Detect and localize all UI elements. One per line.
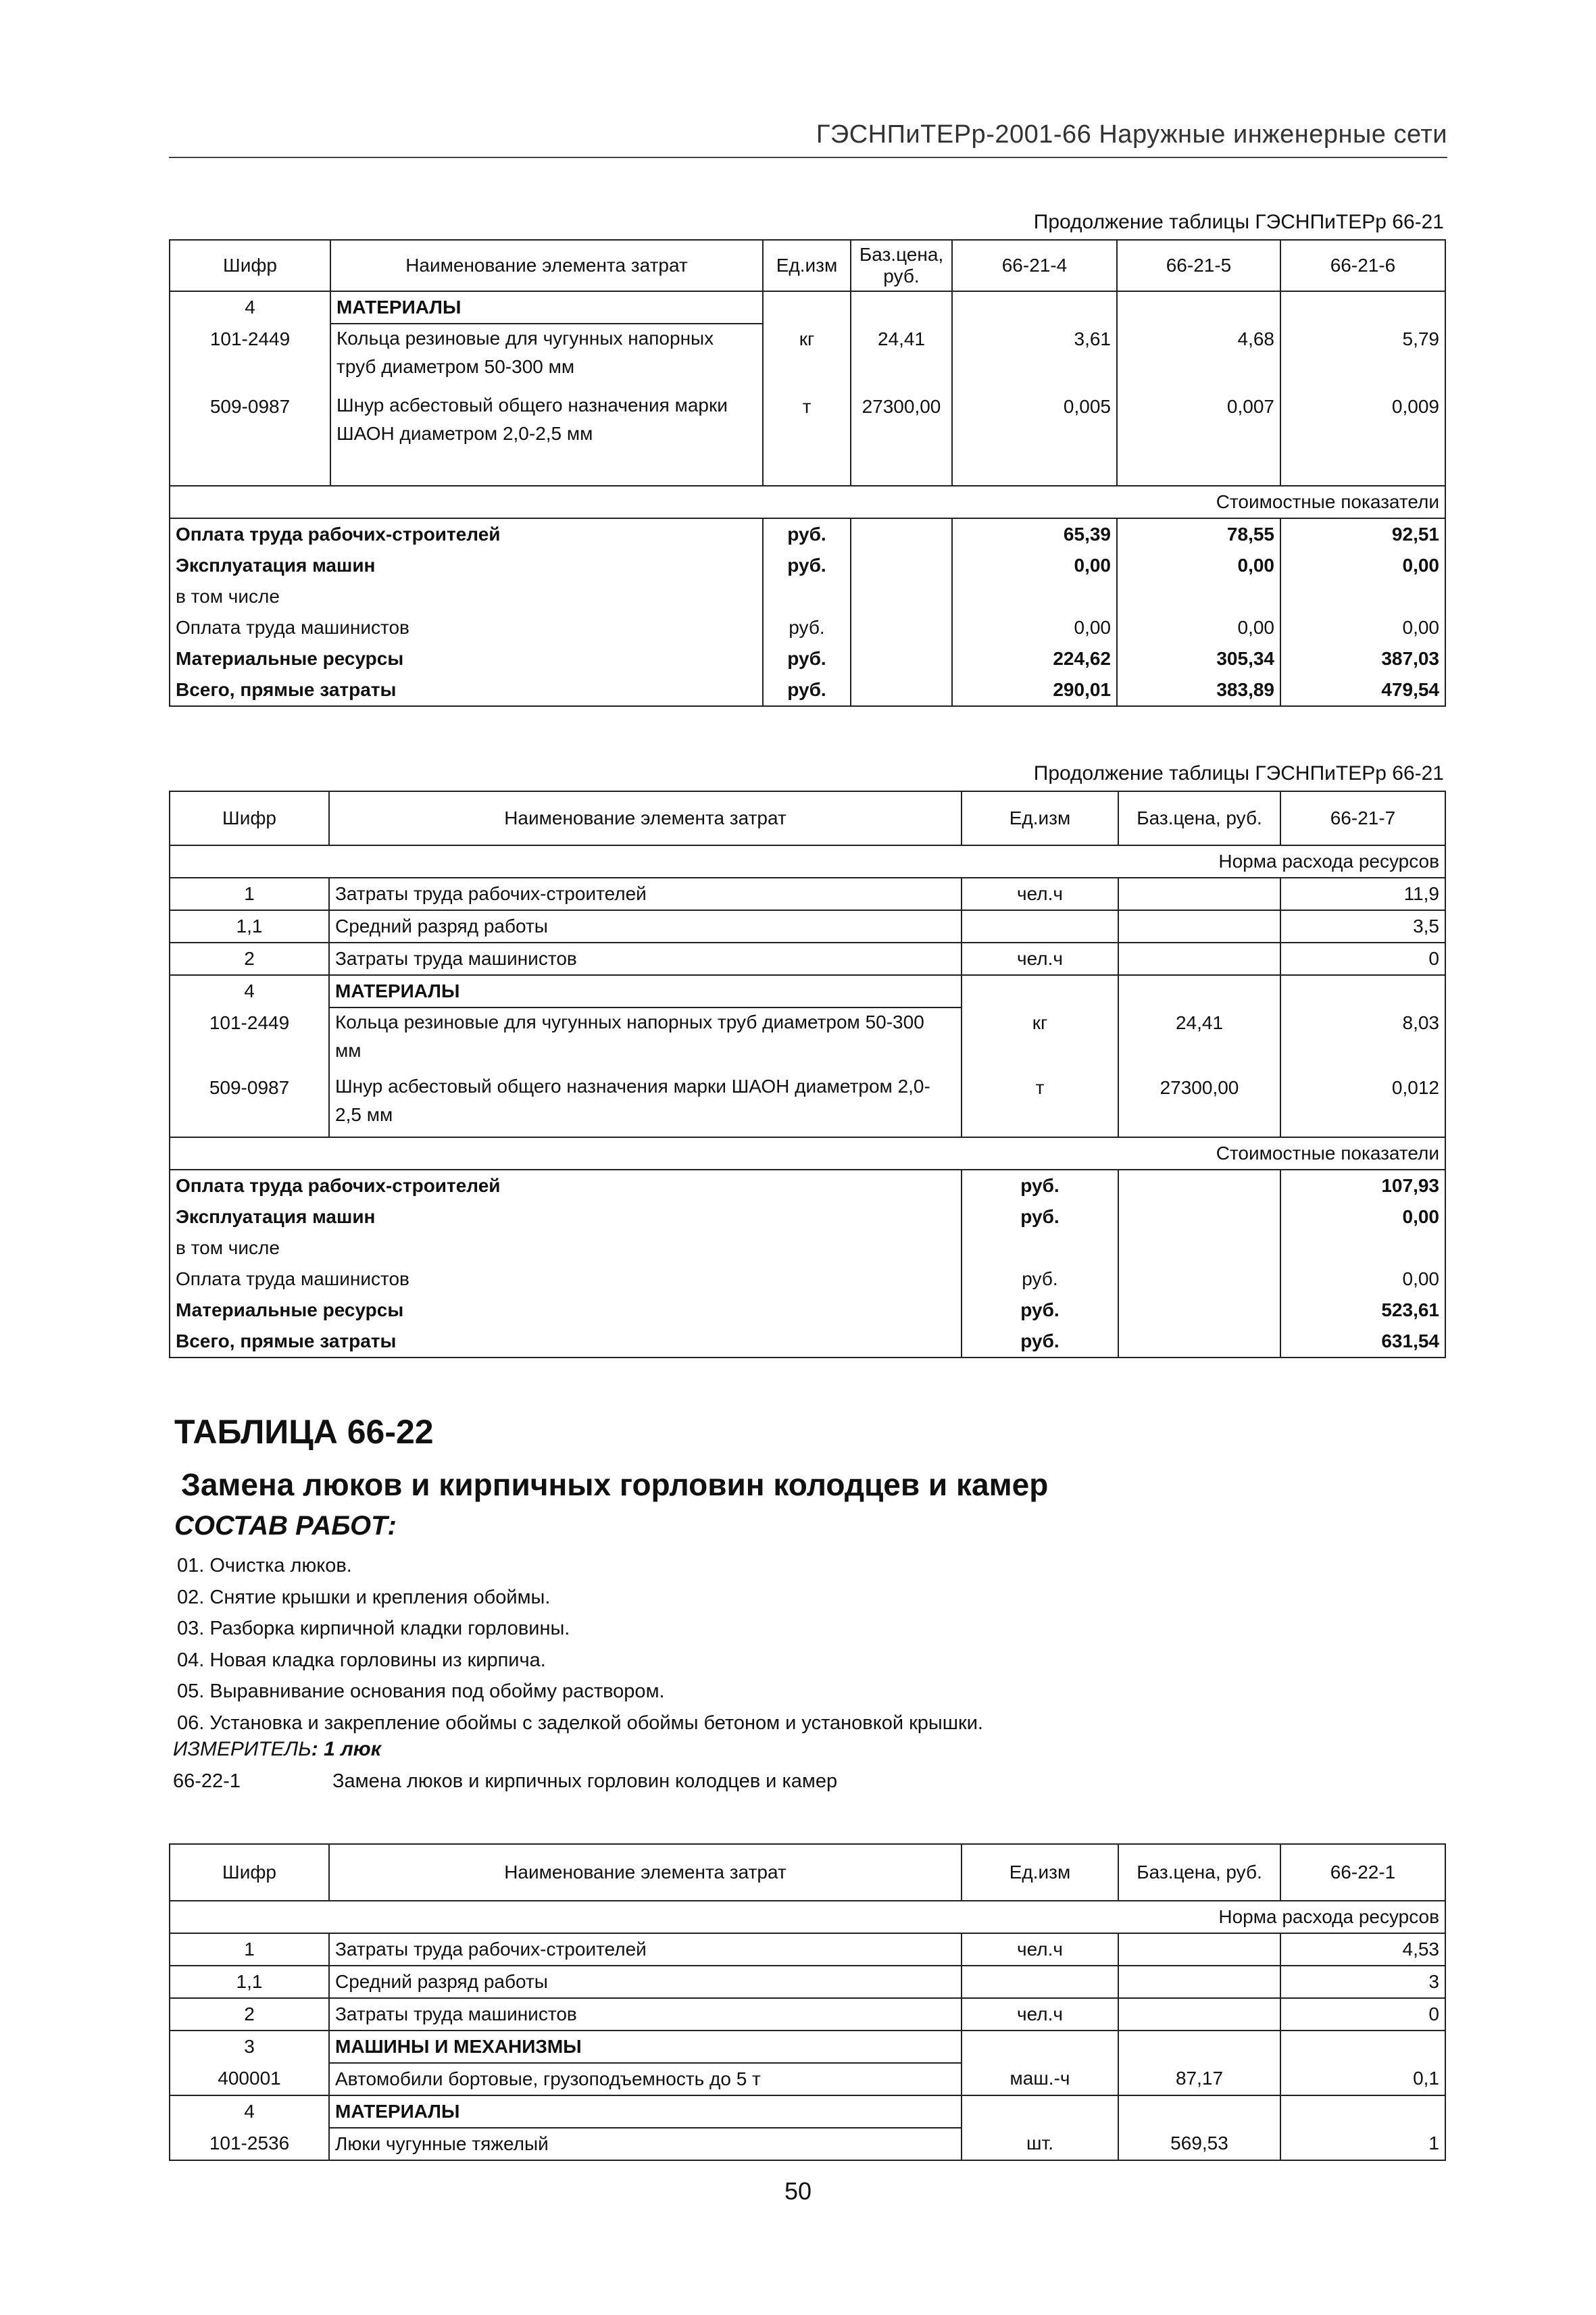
row-unit bbox=[962, 2031, 1118, 2063]
row-code: 400001 bbox=[170, 2063, 329, 2095]
col-66-21-7: 66-21-7 bbox=[1280, 791, 1445, 845]
row-name: Люки чугунные тяжелый bbox=[329, 2128, 962, 2160]
row-code: 1 bbox=[170, 1933, 329, 1966]
row-name: Шнур асбестовый общего назначения марки ШАОН диаметром 2,0-2,5 мм bbox=[330, 391, 763, 486]
table-row bbox=[170, 391, 1445, 486]
row-code: 2 bbox=[170, 943, 329, 975]
page-number: 50 bbox=[784, 2177, 812, 2205]
col-66-21-4: 66-21-4 bbox=[952, 240, 1117, 291]
table-row bbox=[170, 2031, 1445, 2063]
measure-unit bbox=[173, 1738, 381, 1761]
cost-name: Оплата труда рабочих-строителей bbox=[170, 518, 763, 550]
row-value: 0,1 bbox=[1280, 2063, 1445, 2095]
row-price bbox=[1118, 1998, 1280, 2031]
table-row bbox=[170, 2063, 1445, 2095]
table1-header-row bbox=[170, 240, 1445, 291]
cost-unit: руб. bbox=[763, 674, 851, 706]
row-code: 101-2449 bbox=[170, 324, 330, 391]
row-price bbox=[1118, 1966, 1280, 1998]
row-price: 87,17 bbox=[1118, 2063, 1280, 2095]
cost-value: 0,00 bbox=[1280, 1201, 1445, 1233]
table-row bbox=[170, 324, 1445, 391]
row-value: 3 bbox=[1280, 1966, 1445, 1998]
work-list bbox=[177, 1550, 983, 1739]
cost-unit: руб. bbox=[763, 550, 851, 581]
row-name: Кольца резиновые для чугунных напорных труб диаметром 50-300 мм bbox=[330, 324, 763, 391]
row-value: 1 bbox=[1280, 2128, 1445, 2160]
cost-label-row bbox=[170, 486, 1445, 518]
table-row bbox=[170, 2128, 1445, 2160]
row-name: Затраты труда машинистов bbox=[329, 1998, 962, 2031]
cost-name: Всего, прямые затраты bbox=[170, 1326, 962, 1358]
col-66-21-5: 66-21-5 bbox=[1117, 240, 1280, 291]
row-price: 24,41 bbox=[851, 324, 952, 391]
col-unit: Ед.изм bbox=[763, 240, 851, 291]
cost-row bbox=[170, 1295, 1445, 1326]
row-name: Затраты труда машинистов bbox=[329, 943, 962, 975]
cost-value: 65,39 bbox=[952, 518, 1117, 550]
row-value: 4,68 bbox=[1117, 324, 1280, 391]
cost-name: Всего, прямые затраты bbox=[170, 674, 763, 706]
row-value bbox=[1280, 975, 1445, 1007]
cost-row bbox=[170, 1201, 1445, 1233]
row-unit: чел.ч bbox=[962, 878, 1118, 910]
table-row bbox=[170, 975, 1445, 1007]
cost-value: 0,00 bbox=[1280, 612, 1445, 643]
row-value: 0 bbox=[1280, 943, 1445, 975]
cost-row bbox=[170, 1170, 1445, 1201]
cost-value: 383,89 bbox=[1117, 674, 1280, 706]
row-name: Кольца резиновые для чугунных напорных труб диаметром 50-300 мм bbox=[329, 1007, 962, 1072]
row-unit bbox=[962, 2095, 1118, 2128]
col-name: Наименование элемента затрат bbox=[329, 1844, 962, 1901]
cost-unit: руб. bbox=[763, 612, 851, 643]
running-header: ГЭСНПиТЕРр-2001-66 Наружные инженерные сети bbox=[169, 120, 1447, 158]
row-price bbox=[1118, 975, 1280, 1007]
cost-row bbox=[170, 1233, 1445, 1264]
work-item: 02. Снятие крышки и крепления обоймы. bbox=[177, 1586, 551, 1608]
row-value: 0,009 bbox=[1280, 391, 1445, 486]
row-unit: чел.ч bbox=[962, 1998, 1118, 2031]
cost-name: Эксплуатация машин bbox=[170, 1201, 962, 1233]
cost-label-row bbox=[170, 1137, 1445, 1170]
cost-row bbox=[170, 1264, 1445, 1295]
col-66-21-6: 66-21-6 bbox=[1280, 240, 1445, 291]
cost-value: 290,01 bbox=[952, 674, 1117, 706]
table-row bbox=[170, 1966, 1445, 1998]
row-price bbox=[1118, 2031, 1280, 2063]
norm-label-row bbox=[170, 845, 1445, 878]
cost-value: 0,00 bbox=[1117, 550, 1280, 581]
section-title: ТАБЛИЦА 66-22 bbox=[174, 1413, 434, 1451]
row-name: Шнур асбестовый общего назначения марки ШАОН диаметром 2,0-2,5 мм bbox=[329, 1072, 962, 1137]
row-value: 0 bbox=[1280, 1998, 1445, 2031]
cost-value: 0,00 bbox=[952, 612, 1117, 643]
cost-row bbox=[170, 581, 1445, 612]
col-code: Шифр bbox=[170, 1844, 329, 1901]
work-item: 06. Установка и закрепление обоймы с заделкой обоймы бетоном и установкой крышки. bbox=[177, 1712, 983, 1734]
row-value: 8,03 bbox=[1280, 1007, 1445, 1072]
row-unit: чел.ч bbox=[962, 943, 1118, 975]
cost-value: 78,55 bbox=[1117, 518, 1280, 550]
row-name: МАТЕРИАЛЫ bbox=[329, 975, 962, 1007]
table-row bbox=[170, 943, 1445, 975]
item-line bbox=[173, 1770, 837, 1793]
norm-label: Норма расхода ресурсов bbox=[170, 845, 1445, 878]
cost-unit: руб. bbox=[962, 1264, 1118, 1295]
cost-unit: руб. bbox=[962, 1201, 1118, 1233]
cost-value: 0,00 bbox=[1280, 550, 1445, 581]
row-value: 3,5 bbox=[1280, 910, 1445, 943]
cost-row bbox=[170, 612, 1445, 643]
row-code: 4 bbox=[170, 975, 329, 1007]
table-row bbox=[170, 878, 1445, 910]
cost-value: 387,03 bbox=[1280, 643, 1445, 674]
cost-name: Оплата труда рабочих-строителей bbox=[170, 1170, 962, 1201]
row-unit: маш.-ч bbox=[962, 2063, 1118, 2095]
row-unit: кг bbox=[763, 324, 851, 391]
row-price: 27300,00 bbox=[851, 391, 952, 486]
cost-value: 92,51 bbox=[1280, 518, 1445, 550]
work-composition-title: СОСТАВ РАБОТ: bbox=[174, 1511, 397, 1541]
cost-row bbox=[170, 1326, 1445, 1358]
cost-value: 107,93 bbox=[1280, 1170, 1445, 1201]
row-code: 1,1 bbox=[170, 910, 329, 943]
row-value: 5,79 bbox=[1280, 324, 1445, 391]
work-item: 04. Новая кладка горловины из кирпича. bbox=[177, 1649, 546, 1671]
row-code: 4 bbox=[170, 291, 330, 324]
row-name: МАТЕРИАЛЫ bbox=[329, 2095, 962, 2128]
row-code: 2 bbox=[170, 1998, 329, 2031]
col-price: Баз.цена, руб. bbox=[1118, 1844, 1280, 1901]
row-value: 3,61 bbox=[952, 324, 1117, 391]
col-name: Наименование элемента затрат bbox=[329, 791, 962, 845]
table-row bbox=[170, 1998, 1445, 2031]
cost-name: Эксплуатация машин bbox=[170, 550, 763, 581]
cost-value: 305,34 bbox=[1117, 643, 1280, 674]
row-name: Затраты труда рабочих-строителей bbox=[329, 878, 962, 910]
row-name: Средний разряд работы bbox=[329, 1966, 962, 1998]
table3 bbox=[169, 1843, 1446, 2161]
cost-name: Оплата труда машинистов bbox=[170, 1264, 962, 1295]
cost-value: 0,00 bbox=[952, 550, 1117, 581]
col-name: Наименование элемента затрат bbox=[330, 240, 763, 291]
cost-name: Материальные ресурсы bbox=[170, 643, 763, 674]
cost-unit: руб. bbox=[763, 643, 851, 674]
table-row bbox=[170, 2095, 1445, 2128]
row-name: МАТЕРИАЛЫ bbox=[330, 291, 763, 324]
row-code: 101-2449 bbox=[170, 1007, 329, 1072]
col-price: Баз.цена, руб. bbox=[1118, 791, 1280, 845]
row-value: 4,53 bbox=[1280, 1933, 1445, 1966]
norm-label-row bbox=[170, 1901, 1445, 1933]
table1 bbox=[169, 239, 1446, 707]
cost-row bbox=[170, 518, 1445, 550]
item-code: 66-22-1 bbox=[173, 1770, 241, 1792]
cost-row bbox=[170, 643, 1445, 674]
row-value: 0,012 bbox=[1280, 1072, 1445, 1137]
row-value bbox=[1280, 2095, 1445, 2128]
cost-row bbox=[170, 550, 1445, 581]
col-code: Шифр bbox=[170, 791, 329, 845]
row-code: 1,1 bbox=[170, 1966, 329, 1998]
row-unit: шт. bbox=[962, 2128, 1118, 2160]
row-name: МАШИНЫ И МЕХАНИЗМЫ bbox=[329, 2031, 962, 2063]
table1-caption: Продолжение таблицы ГЭСНПиТЕРр 66-21 bbox=[1033, 211, 1444, 233]
cost-value: 479,54 bbox=[1280, 674, 1445, 706]
cost-value: 0,00 bbox=[1117, 612, 1280, 643]
row-code: 4 bbox=[170, 2095, 329, 2128]
cost-value: 523,61 bbox=[1280, 1295, 1445, 1326]
cost-value: 631,54 bbox=[1280, 1326, 1445, 1358]
norm-label: Норма расхода ресурсов bbox=[170, 1901, 1445, 1933]
col-code: Шифр bbox=[170, 240, 330, 291]
row-unit: т bbox=[763, 391, 851, 486]
row-unit: чел.ч bbox=[962, 1933, 1118, 1966]
cost-name: в том числе bbox=[170, 1233, 962, 1264]
col-66-22-1: 66-22-1 bbox=[1280, 1844, 1445, 1901]
item-name: Замена люков и кирпичных горловин колодцев и камер bbox=[332, 1770, 838, 1792]
row-unit bbox=[962, 910, 1118, 943]
cost-unit: руб. bbox=[962, 1170, 1118, 1201]
col-unit: Ед.изм bbox=[962, 791, 1118, 845]
row-value: 0,007 bbox=[1117, 391, 1280, 486]
row-price bbox=[1118, 2095, 1280, 2128]
row-code: 509-0987 bbox=[170, 391, 330, 486]
row-price bbox=[1118, 878, 1280, 910]
cost-row bbox=[170, 674, 1445, 706]
table-row bbox=[170, 1933, 1445, 1966]
table-row bbox=[170, 291, 1445, 324]
col-unit: Ед.изм bbox=[962, 1844, 1118, 1901]
row-code: 101-2536 bbox=[170, 2128, 329, 2160]
table-row bbox=[170, 910, 1445, 943]
row-name: Затраты труда рабочих-строителей bbox=[329, 1933, 962, 1966]
cost-unit: руб. bbox=[962, 1326, 1118, 1358]
col-price: Баз.цена, руб. bbox=[851, 240, 952, 291]
table-row bbox=[170, 1007, 1445, 1072]
cost-value: 224,62 bbox=[952, 643, 1117, 674]
cost-name: в том числе bbox=[170, 581, 763, 612]
row-name: Средний разряд работы bbox=[329, 910, 962, 943]
row-code: 3 bbox=[170, 2031, 329, 2063]
work-item: 05. Выравнивание основания под обойму раствором. bbox=[177, 1681, 665, 1702]
row-value bbox=[1280, 2031, 1445, 2063]
work-item: 01. Очистка люков. bbox=[177, 1555, 352, 1576]
measure-value: : 1 люк bbox=[311, 1738, 381, 1760]
row-unit bbox=[962, 975, 1118, 1007]
work-item: 03. Разборка кирпичной кладки горловины. bbox=[177, 1618, 570, 1639]
row-code: 509-0987 bbox=[170, 1072, 329, 1137]
row-price bbox=[1118, 1933, 1280, 1966]
row-unit: т bbox=[962, 1072, 1118, 1137]
cost-value: 0,00 bbox=[1280, 1264, 1445, 1295]
row-value: 0,005 bbox=[952, 391, 1117, 486]
row-price: 569,53 bbox=[1118, 2128, 1280, 2160]
section-subtitle: Замена люков и кирпичных горловин колодцев и камер bbox=[181, 1467, 1049, 1502]
row-code: 1 bbox=[170, 878, 329, 910]
measure-label: ИЗМЕРИТЕЛЬ bbox=[173, 1738, 311, 1760]
cost-unit: руб. bbox=[763, 518, 851, 550]
cost-label: Стоимостные показатели bbox=[170, 1137, 1445, 1170]
table2 bbox=[169, 791, 1446, 1358]
row-unit: кг bbox=[962, 1007, 1118, 1072]
row-price: 24,41 bbox=[1118, 1007, 1280, 1072]
row-price bbox=[1118, 943, 1280, 975]
table2-caption: Продолжение таблицы ГЭСНПиТЕРр 66-21 bbox=[1033, 762, 1444, 785]
row-value: 11,9 bbox=[1280, 878, 1445, 910]
cost-name: Оплата труда машинистов bbox=[170, 612, 763, 643]
row-price: 27300,00 bbox=[1118, 1072, 1280, 1137]
row-name: Автомобили бортовые, грузоподъемность до 5 т bbox=[329, 2063, 962, 2095]
cost-label: Стоимостные показатели bbox=[170, 486, 1445, 518]
table3-header-row bbox=[170, 1844, 1445, 1901]
cost-name: Материальные ресурсы bbox=[170, 1295, 962, 1326]
cost-unit: руб. bbox=[962, 1295, 1118, 1326]
table-row bbox=[170, 1072, 1445, 1137]
table2-header-row bbox=[170, 791, 1445, 845]
row-unit bbox=[962, 1966, 1118, 1998]
row-price bbox=[1118, 910, 1280, 943]
